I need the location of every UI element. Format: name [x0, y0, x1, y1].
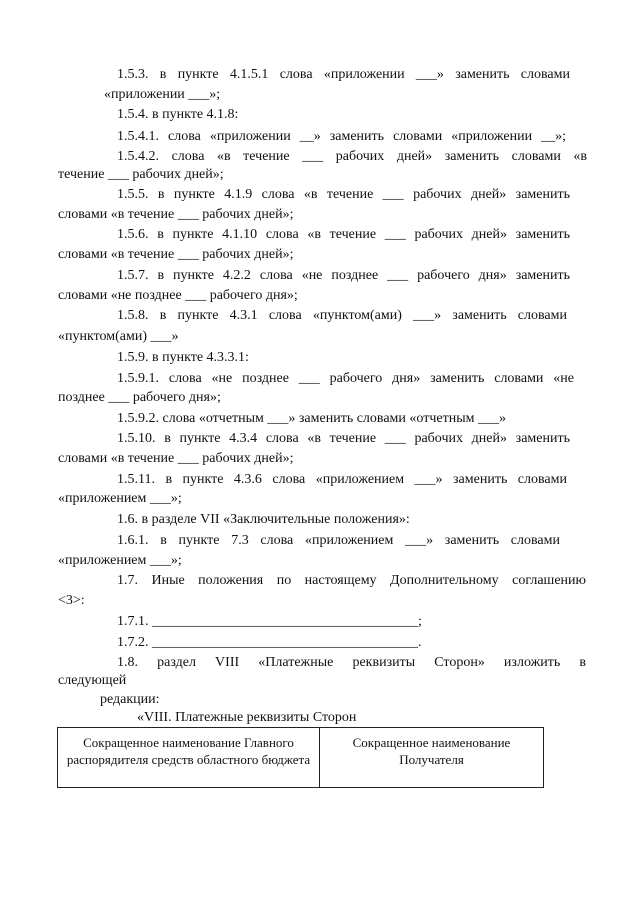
- item-1-7-cont: <3>:: [58, 593, 85, 608]
- payment-details-table: [57, 727, 544, 788]
- table-cell-main-manager: Сокращенное наименование Главного распорядителя средств областного бюджета: [58, 728, 320, 788]
- item-1-5-11-cont: «приложением ___»;: [58, 491, 182, 506]
- item-1-5-4-2: 1.5.4.2. слова «в течение ___ рабочих дней» заменить словами «в: [117, 149, 587, 164]
- item-1-5-6-cont: словами «в течение ___ рабочих дней»;: [58, 247, 294, 262]
- item-1-5-8-cont: «пунктом(ами) ___»: [58, 329, 179, 344]
- item-1-5-4-1: 1.5.4.1. слова «приложении __» заменить словами «приложении __»;: [117, 129, 566, 144]
- item-1-5-9-2: 1.5.9.2. слова «отчетным ___» заменить словами «отчетным ___»: [117, 411, 506, 426]
- item-1-5-4: 1.5.4. в пункте 4.1.8:: [117, 107, 239, 122]
- item-1-5-4-2-cont: течение ___ рабочих дней»;: [58, 167, 224, 182]
- item-1-6: 1.6. в разделе VII «Заключительные положения»:: [117, 512, 410, 527]
- item-1-6-1: 1.6.1. в пункте 7.3 слова «приложением ___» заменить словами: [117, 533, 560, 548]
- item-1-5-5-cont: словами «в течение ___ рабочих дней»;: [58, 207, 294, 222]
- item-1-7-1: 1.7.1. ______________________________________;: [117, 614, 422, 629]
- item-1-5-3-cont: «приложении ___»;: [104, 87, 221, 102]
- item-1-5-9-1-cont: позднее ___ рабочего дня»;: [58, 390, 221, 405]
- item-1-5-10-cont: словами «в течение ___ рабочих дней»;: [58, 451, 294, 466]
- item-1-5-5: 1.5.5. в пункте 4.1.9 слова «в течение ___ рабочих дней» заменить: [117, 187, 570, 202]
- item-1-5-9-1: 1.5.9.1. слова «не позднее ___ рабочего дня» заменить словами «не: [117, 371, 574, 386]
- table-row: [58, 728, 544, 788]
- item-1-5-7-cont: словами «не позднее ___ рабочего дня»;: [58, 288, 298, 303]
- section-viii-heading: «VIII. Платежные реквизиты Сторон: [137, 710, 357, 725]
- item-1-6-1-cont: «приложением ___»;: [58, 553, 182, 568]
- item-1-7: 1.7. Иные положения по настоящему Дополнительному соглашению: [117, 573, 586, 588]
- item-1-5-6: 1.5.6. в пункте 4.1.10 слова «в течение ___ рабочих дней» заменить: [117, 227, 570, 242]
- item-1-5-7: 1.5.7. в пункте 4.2.2 слова «не позднее ___ рабочего дня» заменить: [117, 268, 570, 283]
- item-1-5-3: 1.5.3. в пункте 4.1.5.1 слова «приложении ___» заменить словами: [117, 67, 570, 82]
- item-1-8: 1.8. раздел VIII «Платежные реквизиты Сторон» изложить в: [117, 655, 586, 670]
- item-1-5-10: 1.5.10. в пункте 4.3.4 слова «в течение ___ рабочих дней» заменить: [117, 431, 570, 446]
- table-cell-recipient: Сокращенное наименование Получателя: [320, 728, 544, 788]
- item-1-8-cont-2: редакции:: [100, 692, 160, 707]
- item-1-5-8: 1.5.8. в пункте 4.3.1 слова «пунктом(ами) ___» заменить словами: [117, 308, 567, 323]
- item-1-7-2: 1.7.2. ______________________________________.: [117, 635, 422, 650]
- item-1-5-11: 1.5.11. в пункте 4.3.6 слова «приложением ___» заменить словами: [117, 472, 567, 487]
- item-1-8-cont: следующей: [58, 673, 127, 688]
- item-1-5-9: 1.5.9. в пункте 4.3.3.1:: [117, 350, 249, 365]
